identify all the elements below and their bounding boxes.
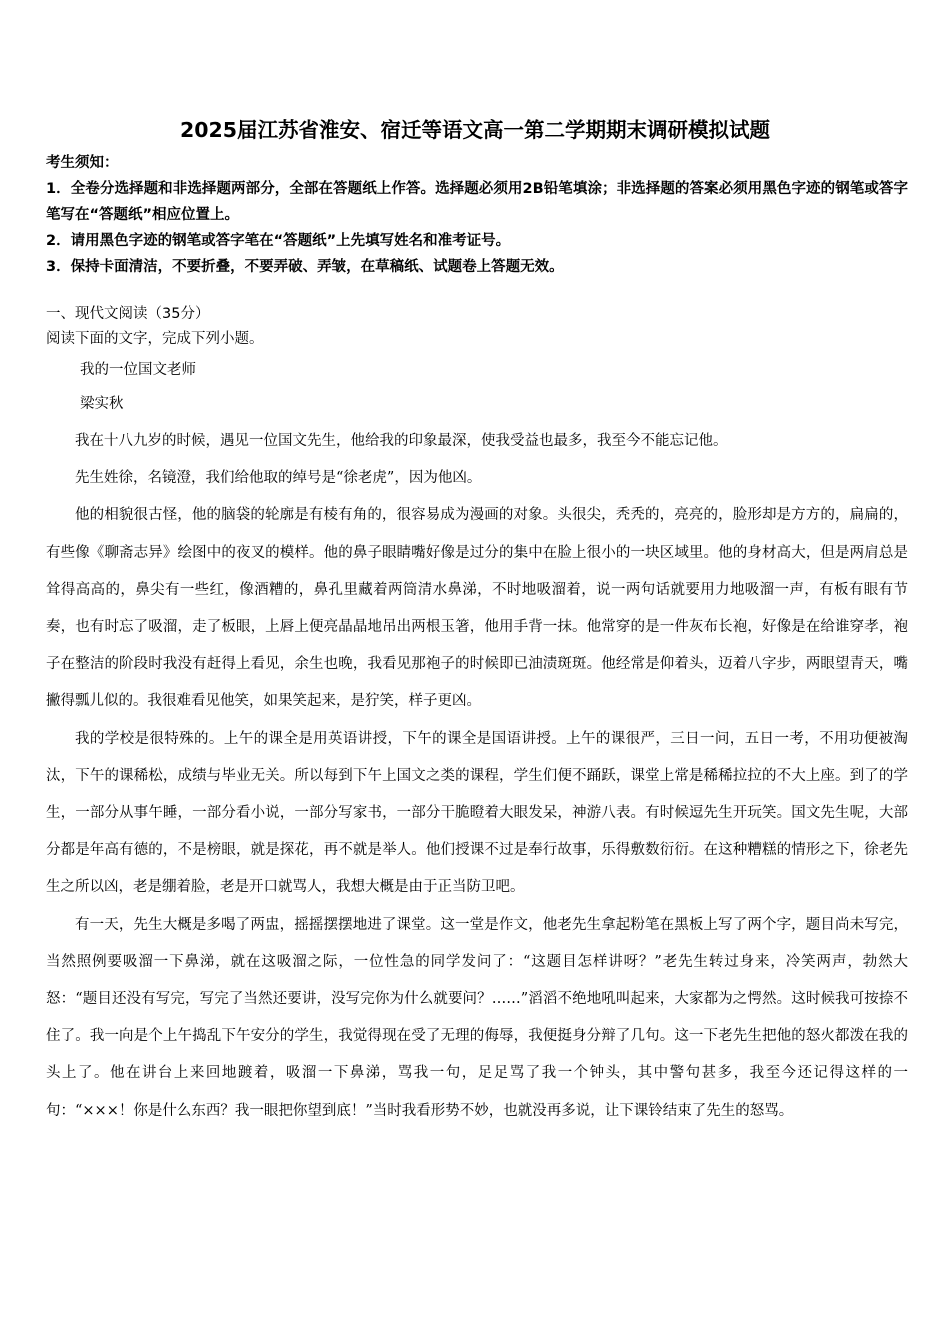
article-paragraph: 他的相貌很古怪，他的脑袋的轮廓是有棱有角的，很容易成为漫画的对象。头很尖，秃秃的，亮亮的，脸形却是方方的，扁扁的，有些像《聊斋志异》绘图中的夜叉的模样。他的鼻子眼睛嘴好像是过分的集中在脸上很小的一块区域里。他的身材高大，但是两肩总是耸得高高的，鼻尖有一些红，像酒糟的，鼻孔里藏着两筒清水鼻涕，不时地吸溜着，说一两句话就要用力地吸溜一声，有板有眼有节奏，也有时忘了吸溜，走了板眼，上唇上便亮晶晶地吊出两根玉箸，他用手背一抹。他常穿的是一件灰布长袍，好像是在给谁穿孝，袍子在整洁的阶段时我没有赶得上看见，余生也晚，我看见那袍子的时候即已油渍斑斑。他经常是仰着头，迈着八字步，两眼望青天，嘴撇得瓢儿似的。我很难看见他笑，如果笑起来，是狞笑，样子更凶。 xyxy=(46,507,908,710)
article-body xyxy=(46,423,908,1130)
reading-instruction: 阅读下面的文字，完成下列小题。 xyxy=(46,331,264,347)
notice-item: 1．全卷分选择题和非选择题两部分，全部在答题纸上作答。选择题必须用2B铅笔填涂；非选择题的答案必须用黑色字迹的钢笔或答字笔写在“答题纸”相应位置上。 xyxy=(46,181,908,223)
notice-heading: 考生须知： xyxy=(46,155,119,171)
article-title: 我的一位国文老师 xyxy=(80,362,196,378)
page-title: 2025届江苏省淮安、宿迁等语文高一第二学期期末调研模拟试题 xyxy=(179,118,771,142)
article-paragraph: 我的学校是很特殊的。上午的课全是用英语讲授，下午的课全是国语讲授。上午的课很严，三日一问，五日一考，不用功便被淘汰，下午的课稀松，成绩与毕业无关。所以每到下午上国文之类的课程，学生们便不踊跃，课堂上常是稀稀拉拉的不大上座。到了的学生，一部分从事午睡，一部分看小说，一部分写家书，一部分干脆瞪着大眼发呆，神游八表。有时候逗先生开玩笑。国文先生呢，大部分都是年高有德的，不是榜眼，就是探花，再不就是举人。他们授课不过是奉行故事，乐得敷数衍衍。在这种糟糕的情形之下，徐老先生之所以凶，老是绷着脸，老是开口就骂人，我想大概是由于正当防卫吧。 xyxy=(46,730,908,896)
article-paragraph: 先生姓徐，名镜澄，我们给他取的绰号是“徐老虎”，因为他凶。 xyxy=(75,470,482,487)
notice-list xyxy=(46,176,908,280)
article-paragraph: 我在十八九岁的时候，遇见一位国文先生，他给我的印象最深，使我受益也最多，我至今不能忘记他。 xyxy=(75,433,728,449)
section-heading: 一、现代文阅读（35分） xyxy=(46,306,210,322)
notice-item: 2．请用黑色字迹的钢笔或答字笔在“答题纸”上先填写姓名和准考证号。 xyxy=(46,233,511,249)
article-author: 梁实秋 xyxy=(80,396,124,412)
notice-item: 3．保持卡面清洁，不要折叠，不要弄破、弄皱，在草稿纸、试题卷上答题无效。 xyxy=(46,259,564,275)
article-paragraph: 有一天，先生大概是多喝了两盅，摇摇摆摆地进了课堂。这一堂是作文，他老先生拿起粉笔在黑板上写了两个字，题目尚未写完，当然照例要吸溜一下鼻涕，就在这吸溜之际，一位性急的同学发问了：“这题目怎样讲呀？”老先生转过身来，冷笑两声，勃然大怒：“题目还没有写完，写完了当然还要讲，没写完你为什么就要问？……”滔滔不绝地吼叫起来，大家都为之愕然。这时候我可按捺不住了。我一向是个上午捣乱下午安分的学生，我觉得现在受了无理的侮辱，我便挺身分辩了几句。这一下老先生把他的怒火都泼在我的头上了。他在讲台上来回地踱着，吸溜一下鼻涕，骂我一句，足足骂了我一个钟头，其中警句甚多，我至今还记得这样的一句：“×××！你是什么东西？我一眼把你望到底！”当时我看形势不妙，也就没再多说，让下课铃结束了先生的怒骂。 xyxy=(46,916,908,1119)
